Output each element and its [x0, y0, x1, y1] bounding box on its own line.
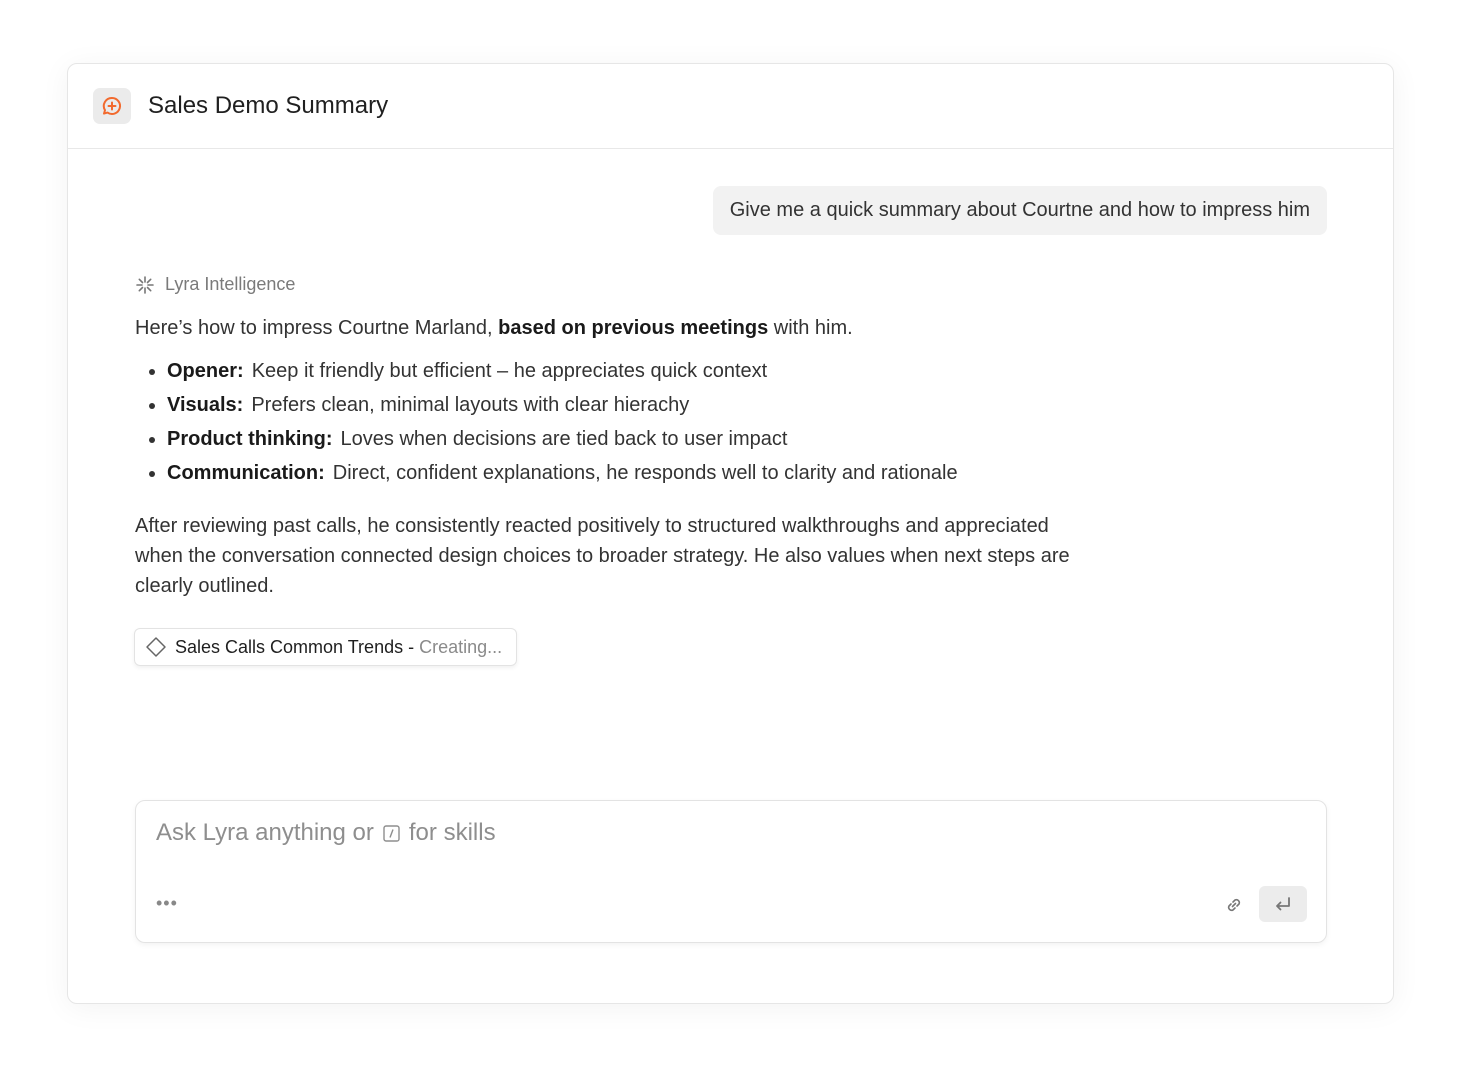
- agent-name: Lyra Intelligence: [165, 274, 296, 294]
- user-message-bubble: Give me a quick summary about Courtne and how to impress him: [713, 186, 1327, 235]
- intro-text-end: with him.: [768, 317, 853, 339]
- artifact-status: Creating...: [419, 636, 503, 657]
- intro-text: Here’s how to impress Courtne Marland,: [135, 317, 499, 339]
- bullet-text: Loves when decisions are tied back to user impact: [340, 428, 788, 450]
- page-title: Sales Demo Summary: [148, 92, 389, 119]
- bullet-label: Opener:: [167, 360, 244, 382]
- placeholder-text: Ask Lyra anything or: [156, 819, 374, 846]
- chat-input[interactable]: [135, 800, 1327, 943]
- slash-command-icon: [383, 825, 400, 842]
- agent-response: [135, 274, 1095, 666]
- bullet-text: Prefers clean, minimal layouts with clear hierachy: [251, 394, 690, 416]
- chat-header: [68, 64, 1393, 149]
- placeholder-text-end: for skills: [408, 819, 496, 846]
- artifact-separator: -: [403, 636, 420, 657]
- list-item: [167, 462, 1095, 485]
- bullet-text: Keep it friendly but efficient – he appreciates quick context: [251, 360, 768, 382]
- artifact-chip[interactable]: [134, 628, 517, 666]
- bullet-label: Visuals:: [167, 394, 244, 416]
- attach-icon[interactable]: [1224, 895, 1244, 920]
- chat-plus-icon: [93, 88, 131, 124]
- summary-paragraph: After reviewing past calls, he consistently reacted positively to structured walkthroughs and appreciated when the conversation connected design choices to broader strategy. He also values when next steps are clearly outlined.: [135, 515, 1070, 597]
- chat-window: [67, 63, 1394, 1004]
- bullet-list: [135, 360, 1095, 485]
- bullet-text: Direct, confident explanations, he responds well to clarity and rationale: [332, 462, 958, 484]
- sparkle-icon: [135, 275, 155, 295]
- input-placeholder[interactable]: [156, 819, 496, 847]
- diamond-icon: [145, 636, 167, 658]
- list-item: [167, 394, 1095, 417]
- list-item: [167, 428, 1095, 451]
- artifact-name: Sales Calls Common Trends: [175, 636, 404, 657]
- bullet-label: Communication:: [167, 462, 325, 484]
- bullet-label: Product thinking:: [167, 428, 333, 450]
- agent-intro: [135, 317, 1095, 340]
- enter-icon: [1273, 895, 1293, 913]
- agent-label: [135, 274, 1095, 295]
- intro-bold: based on previous meetings: [498, 317, 769, 339]
- list-item: [167, 360, 1095, 383]
- send-button[interactable]: [1259, 886, 1307, 922]
- more-options-button[interactable]: •••: [156, 893, 178, 913]
